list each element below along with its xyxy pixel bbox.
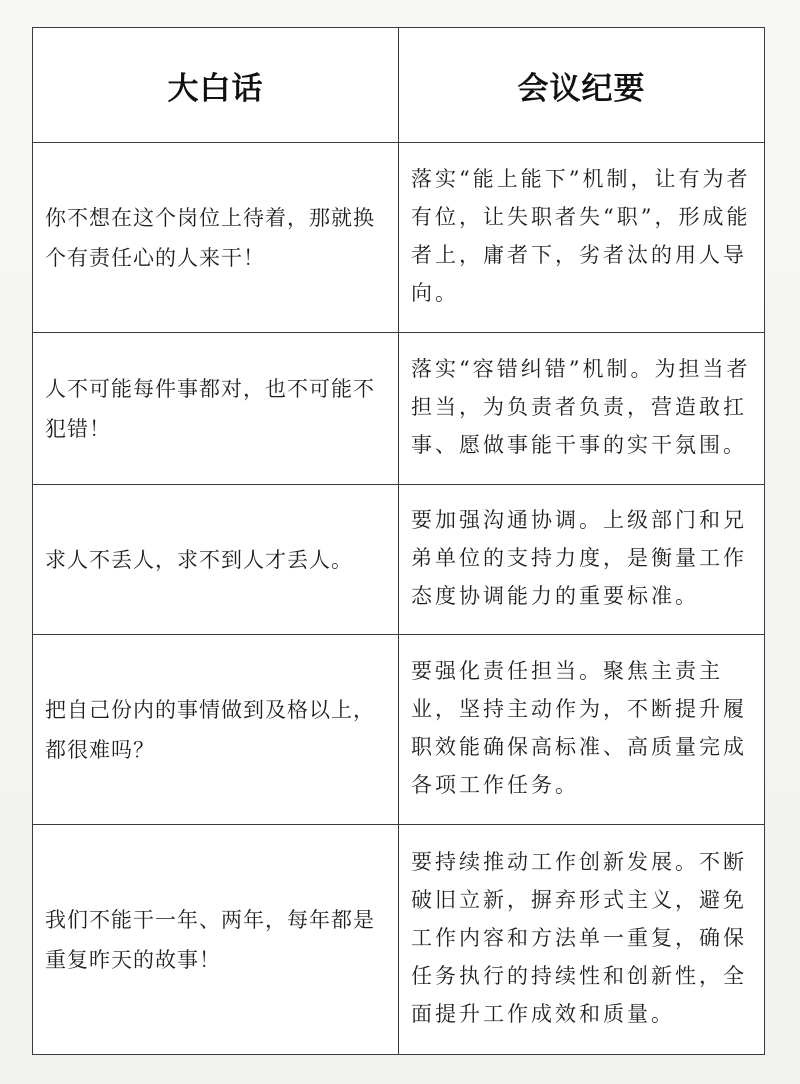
plain-talk-cell: 我们不能干一年、两年，每年都是重复昨天的故事！: [33, 825, 399, 1055]
header-meeting-minutes: 会议纪要: [399, 28, 765, 143]
meeting-minutes-cell: 要持续推动工作创新发展。不断破旧立新，摒弃形式主义，避免工作内容和方法单一重复，确保任务执行的持续性和创新性，全面提升工作成效和质量。: [399, 825, 765, 1055]
comparison-table: [32, 27, 765, 1055]
table-row: [33, 635, 765, 825]
meeting-minutes-cell: 落实“容错纠错”机制。为担当者担当，为负责者负责，营造敢扛事、愿做事能干事的实干氛围。: [399, 333, 765, 485]
header-row: [33, 28, 765, 143]
plain-talk-cell: 求人不丢人，求不到人才丢人。: [33, 485, 399, 635]
meeting-minutes-cell: 落实“能上能下”机制，让有为者有位，让失职者失“职”，形成能者上，庸者下，劣者汰的用人导向。: [399, 143, 765, 333]
plain-talk-cell: 把自己份内的事情做到及格以上，都很难吗？: [33, 635, 399, 825]
table-row: [33, 485, 765, 635]
table-row: [33, 143, 765, 333]
plain-talk-cell: 人不可能每件事都对，也不可能不犯错！: [33, 333, 399, 485]
table-row: [33, 333, 765, 485]
plain-talk-cell: 你不想在这个岗位上待着，那就换个有责任心的人来干！: [33, 143, 399, 333]
meeting-minutes-cell: 要加强沟通协调。上级部门和兄弟单位的支持力度，是衡量工作态度协调能力的重要标准。: [399, 485, 765, 635]
meeting-minutes-cell: 要强化责任担当。聚焦主责主业，坚持主动作为，不断提升履职效能确保高标准、高质量完成各项工作任务。: [399, 635, 765, 825]
table-row: [33, 825, 765, 1055]
header-plain-talk: 大白话: [33, 28, 399, 143]
